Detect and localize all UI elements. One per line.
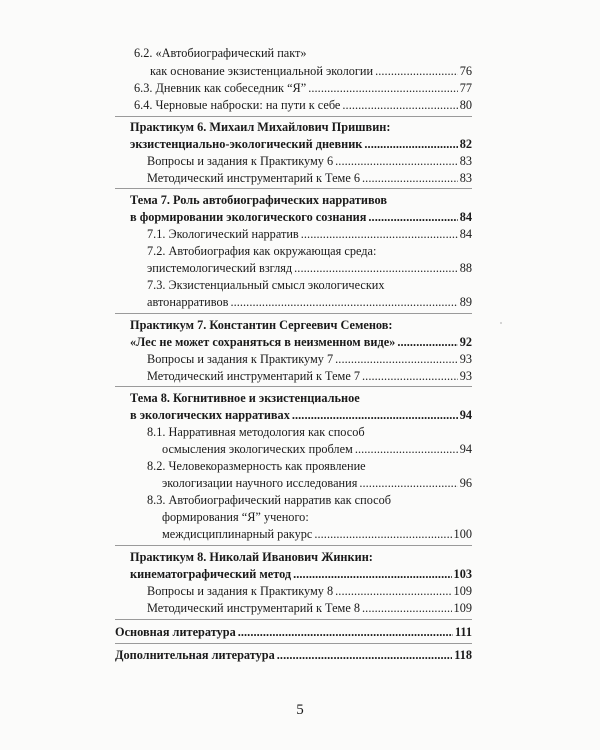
toc-page-number: 84 [459, 210, 472, 224]
toc-entry-text: Вопросы и задания к Практикуму 7 [147, 352, 334, 366]
toc-entry-text: Методический инструментарий к Теме 8 [147, 601, 361, 615]
toc-entry-text: Методический инструментарий к Теме 7 [147, 369, 361, 383]
toc-entry-questions-7 [147, 351, 472, 367]
toc-entry-text: как основание экзистенциальной экологии [150, 64, 374, 78]
toc-leader-dots [335, 153, 458, 169]
toc-entry-6-3 [134, 80, 472, 96]
toc-entry-8-1 [147, 424, 365, 440]
paper-speck [500, 322, 502, 324]
toc-entry-8-3-cont-2 [162, 526, 472, 542]
toc-leader-dots [342, 97, 457, 113]
toc-page-number: 111 [454, 625, 472, 639]
toc-page-number: 94 [459, 442, 472, 456]
toc-entry-text: междисциплинарный ракурс [162, 527, 313, 541]
toc-leader-dots [368, 209, 457, 225]
divider [115, 188, 472, 189]
toc-entry-methods-7 [147, 368, 472, 384]
toc-entry-tema-7 [130, 192, 387, 208]
toc-entry-methods-8 [147, 600, 472, 616]
toc-leader-dots [335, 351, 458, 367]
toc-entry-text: экзистенциально-экологический дневник [130, 137, 363, 151]
toc-entry-8-2 [147, 458, 366, 474]
toc-leader-dots [362, 170, 458, 186]
toc-leader-dots [362, 600, 452, 616]
toc-entry-text: формирования “Я” ученого: [162, 510, 309, 524]
toc-leader-dots [308, 80, 457, 96]
toc-entry-text: Тема 8. Когнитивное и экзистенциальное [130, 391, 360, 405]
toc-entry-tema-7-cont [130, 209, 472, 225]
toc-entry-praktikum-6-cont [130, 136, 472, 152]
toc-entry-text: Вопросы и задания к Практикуму 8 [147, 584, 334, 598]
toc-entry-text: Практикум 8. Николай Иванович Жинкин: [130, 550, 373, 564]
toc-entry-text: кинематографический метод [130, 567, 292, 581]
toc-entry-6-4 [134, 97, 472, 113]
toc-entry-praktikum-7-cont [130, 334, 472, 350]
toc-entry-text: «Лес не может сохраняться в неизменном виде» [130, 335, 396, 349]
toc-entry-7-3 [147, 277, 385, 293]
toc-entry-8-1-cont [162, 441, 472, 457]
divider [115, 619, 472, 620]
toc-entry-text: 8.3. Автобиографический нарратив как способ [147, 493, 392, 507]
toc-entry-6-2-cont [150, 63, 472, 79]
toc-entry-text: 7.3. Экзистенциальный смысл экологических [147, 278, 385, 292]
toc-page-number: 109 [453, 601, 472, 615]
toc-entry-text: автонарративов [147, 295, 229, 309]
toc-entry-text: Практикум 6. Михаил Михайлович Пришвин: [130, 120, 391, 134]
toc-leader-dots [301, 226, 458, 242]
page-number: 5 [296, 702, 304, 718]
toc-entry-8-2-cont [162, 475, 472, 491]
toc-leader-dots [293, 566, 451, 582]
toc-page-number: 88 [459, 261, 472, 275]
toc-entry-7-2 [147, 243, 376, 259]
toc-entry-text: 6.4. Черновые наброски: на пути к себе [134, 98, 341, 112]
toc-page-number: 100 [453, 527, 472, 541]
toc-entry-6-2 [134, 45, 307, 61]
divider [115, 643, 472, 644]
toc-page-number: 82 [459, 137, 472, 151]
toc-entry-text: Дополнительная литература [115, 648, 275, 662]
divider [115, 116, 472, 117]
toc-entry-questions-8 [147, 583, 472, 599]
toc-entry-text: Практикум 7. Константин Сергеевич Семенов: [130, 318, 393, 332]
toc-entry-additional-literature [115, 647, 472, 663]
divider [115, 386, 472, 387]
toc-leader-dots [364, 136, 457, 152]
toc-entry-text: 8.1. Нарративная методология как способ [147, 425, 365, 439]
toc-entry-methods-6 [147, 170, 472, 186]
toc-page-number: 89 [459, 295, 472, 309]
toc-entry-tema-8-cont [130, 407, 472, 423]
toc-entry-text: 7.1. Экологический нарратив [147, 227, 299, 241]
toc-page-number: 118 [454, 648, 472, 662]
toc-page-number: 83 [459, 154, 472, 168]
toc-page-number: 94 [459, 408, 472, 422]
toc-leader-dots [359, 475, 457, 491]
toc-entry-text: Тема 7. Роль автобиографических нарративов [130, 193, 388, 207]
toc-entry-text: Методический инструментарий к Теме 6 [147, 171, 361, 185]
toc-leader-dots [230, 294, 457, 310]
toc-entry-text: 6.2. «Автобиографический пакт» [134, 46, 307, 60]
toc-entry-text: в формировании экологического сознания [130, 210, 367, 224]
toc-entry-text: осмысления экологических проблем [162, 442, 353, 456]
toc-page-number: 93 [459, 369, 472, 383]
toc-entry-praktikum-6 [130, 119, 390, 135]
toc-entry-text: эпистемологический взгляд [147, 261, 293, 275]
toc-entry-tema-8 [130, 390, 360, 406]
toc-entry-main-literature [115, 624, 472, 640]
toc-page-number: 109 [453, 584, 472, 598]
toc-page-number: 76 [459, 64, 472, 78]
toc-page-number: 84 [459, 227, 472, 241]
toc-entry-text: 7.2. Автобиография как окружающая среда: [147, 244, 377, 258]
toc-entry-7-2-cont [147, 260, 472, 276]
toc-entry-praktikum-8-cont [130, 566, 472, 582]
toc-page-number: 103 [453, 567, 472, 581]
toc-entry-text: экологизации научного исследования [162, 476, 358, 490]
toc-page-number: 92 [459, 335, 472, 349]
toc-leader-dots [375, 63, 458, 79]
toc-entry-8-3 [147, 492, 391, 508]
toc-entry-text: 8.2. Человекоразмерность как проявление [147, 459, 366, 473]
toc-entry-praktikum-7 [130, 317, 393, 333]
toc-leader-dots [362, 368, 458, 384]
toc-leader-dots [294, 260, 458, 276]
toc-page-number: 96 [459, 476, 472, 490]
toc-entry-text: Основная литература [115, 625, 236, 639]
toc-page-number: 77 [459, 81, 472, 95]
toc-leader-dots [314, 526, 451, 542]
divider [115, 313, 472, 314]
toc-page-number: 80 [459, 98, 472, 112]
toc-entry-7-1 [147, 226, 472, 242]
toc-page-number: 83 [459, 171, 472, 185]
toc-leader-dots [335, 583, 451, 599]
toc-entry-text: Вопросы и задания к Практикуму 6 [147, 154, 334, 168]
toc-entry-text: в экологических нарративах [130, 408, 290, 422]
toc-leader-dots [397, 334, 457, 350]
toc-page-number: 93 [459, 352, 472, 366]
toc-entry-8-3-cont [162, 509, 309, 525]
toc-leader-dots [355, 441, 458, 457]
toc-leader-dots [292, 407, 458, 423]
divider [115, 545, 472, 546]
toc-entry-7-3-cont [147, 294, 472, 310]
toc-entry-questions-6 [147, 153, 472, 169]
toc-leader-dots [238, 624, 453, 640]
toc-entry-text: 6.3. Дневник как собеседник “Я” [134, 81, 307, 95]
toc-leader-dots [277, 647, 452, 663]
toc-entry-praktikum-8 [130, 549, 373, 565]
